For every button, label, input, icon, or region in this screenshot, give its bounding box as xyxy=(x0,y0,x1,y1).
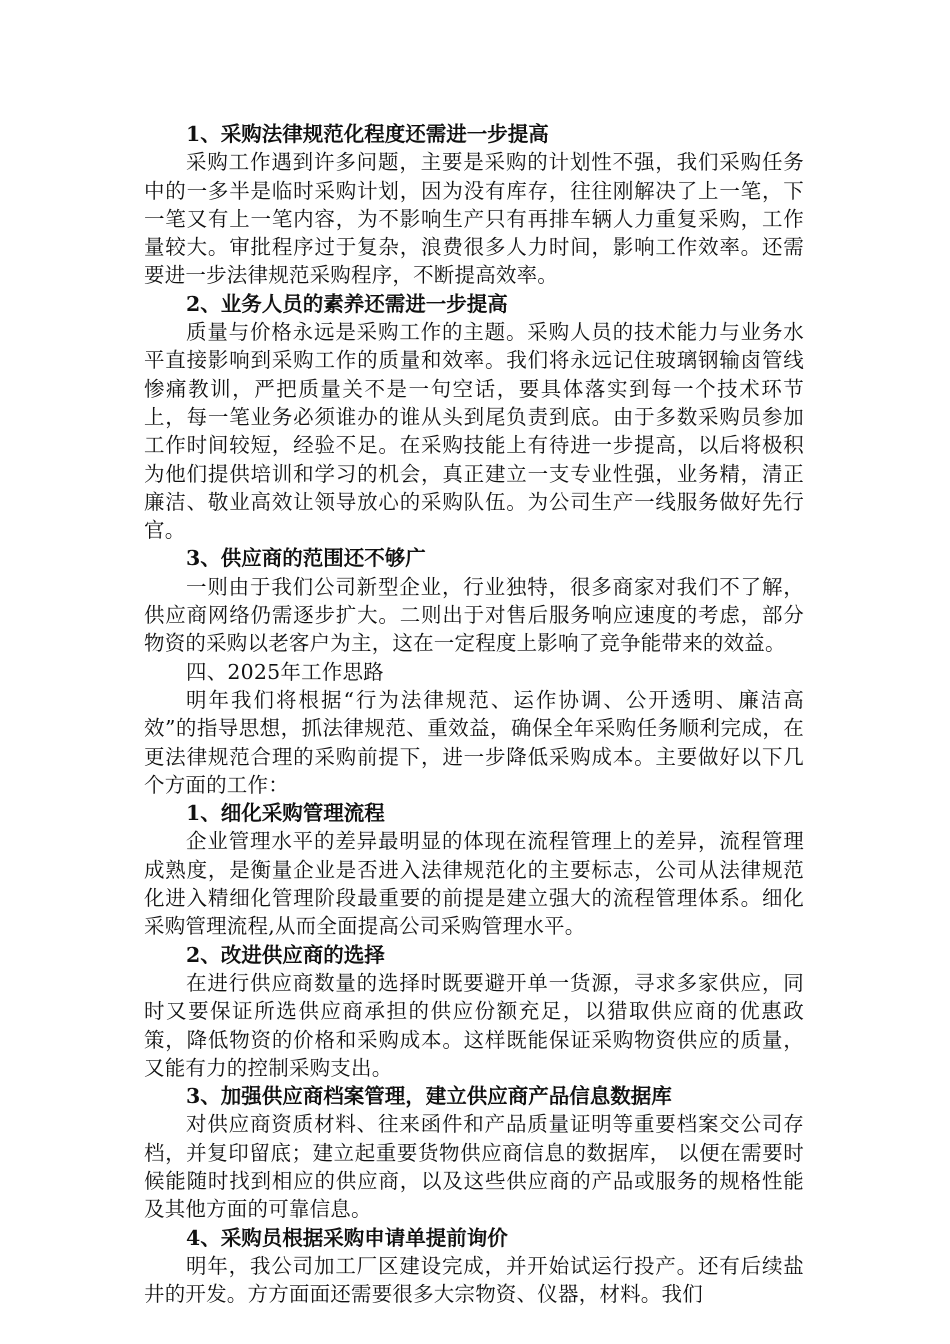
paragraph-supplier-selection: 在进行供应商数量的选择时既要避开单一货源，寻求多家供应，同时又要保证所选供应商承担的供应份额充足，以猎取供应商的优惠政策，降低物资的价格和采购成本。这样既能保证采购物资供应的质量，又能有力的控制采购支出。 xyxy=(144,970,804,1080)
paragraph-guiding-ideology: 明年我们将根据“行为法律规范、运作协调、公开透明、廉洁高效”的指导思想，抓法律规范、重效益，确保全年采购任务顺利完成，在更法律规范合理的采购前提下，进一步降低采购成本。主要做好以下几个方面的工作： xyxy=(144,687,804,797)
paragraph-quality-and-price: 质量与价格永远是采购工作的主题。采购人员的技术能力与业务水平直接影响到采购工作的质量和效率。我们将永远记住玻璃钢输卤管线惨痛教训，严把质量关不是一句空话，要具体落实到每一个技术环节上，每一笔业务必须谁办的谁从头到尾负责到底。由于多数采购员参加工作时间较短，经验不足。在采购技能上有待进一步提高，以后将极积为他们提供培训和学习的机会，真正建立一支专业性强，业务精，清正廉洁、敬业高效让领导放心的采购队伍。为公司生产一线服务做好先行官。 xyxy=(144,320,804,543)
paragraph-supplier-archive: 对供应商资质材料、往来函件和产品质量证明等重要档案交公司存档，并复印留底；建立起重要货物供应商信息的数据库， 以便在需要时候能随时找到相应的供应商，以及这些供应商的产品或服务的规格性能及其他方面的可靠信息。 xyxy=(144,1112,804,1222)
section-heading-legal-standardization: 1、采购法律规范化程度还需进一步提高 xyxy=(186,122,549,146)
section-heading-supplier-range: 3、供应商的范围还不够广 xyxy=(186,546,426,571)
section-heading-supplier-archive: 3、加强供应商档案管理，建立供应商产品信息数据库 xyxy=(186,1084,672,1109)
paragraph-next-year-plan: 明年，我公司加工厂区建设完成，并开始试运行投产。还有后续盐井的开发。方方面面还需要很多大宗物资、仪器，材料。我们 xyxy=(144,1253,804,1307)
paragraph-procurement-problems: 采购工作遇到许多问题，主要是采购的计划性不强，我们采购任务中的一多半是临时采购计划，因为没有库存，往往刚解决了上一笔，下一笔又有上一笔内容，为不影响生产只有再排车辆人力重复采购，工作量较大。审批程序过于复杂，浪费很多人力时间，影响工作效率。还需要进一步法律规范采购程序，不断提高效率。 xyxy=(144,150,804,288)
paragraph-process-management: 企业管理水平的差异最明显的体现在流程管理上的差异，流程管理成熟度，是衡量企业是否进入法律规范化的主要标志，公司从法律规范化进入精细化管理阶段最重要的前提是建立强大的流程管理体系。细化采购管理流程,从而全面提高公司采购管理水平。 xyxy=(144,829,804,939)
section-heading-refine-process: 1、细化采购管理流程 xyxy=(186,801,385,826)
section-heading-supplier-selection: 2、改进供应商的选择 xyxy=(186,942,385,967)
section-heading-work-plan-2025: 四、2025年工作思路 xyxy=(186,659,384,684)
section-heading-advance-inquiry: 4、采购员根据采购申请单提前询价 xyxy=(186,1225,508,1250)
section-heading-staff-quality: 2、业务人员的素养还需进一步提高 xyxy=(186,291,508,316)
paragraph-supplier-network: 一则由于我们公司新型企业，行业独特，很多商家对我们不了解，供应商网络仍需逐步扩大。二则出于对售后服务响应速度的考虑，部分物资的采购以老客户为主，这在一定程度上影响了竞争能带来的效益。 xyxy=(144,574,804,656)
document-body xyxy=(144,120,804,1308)
